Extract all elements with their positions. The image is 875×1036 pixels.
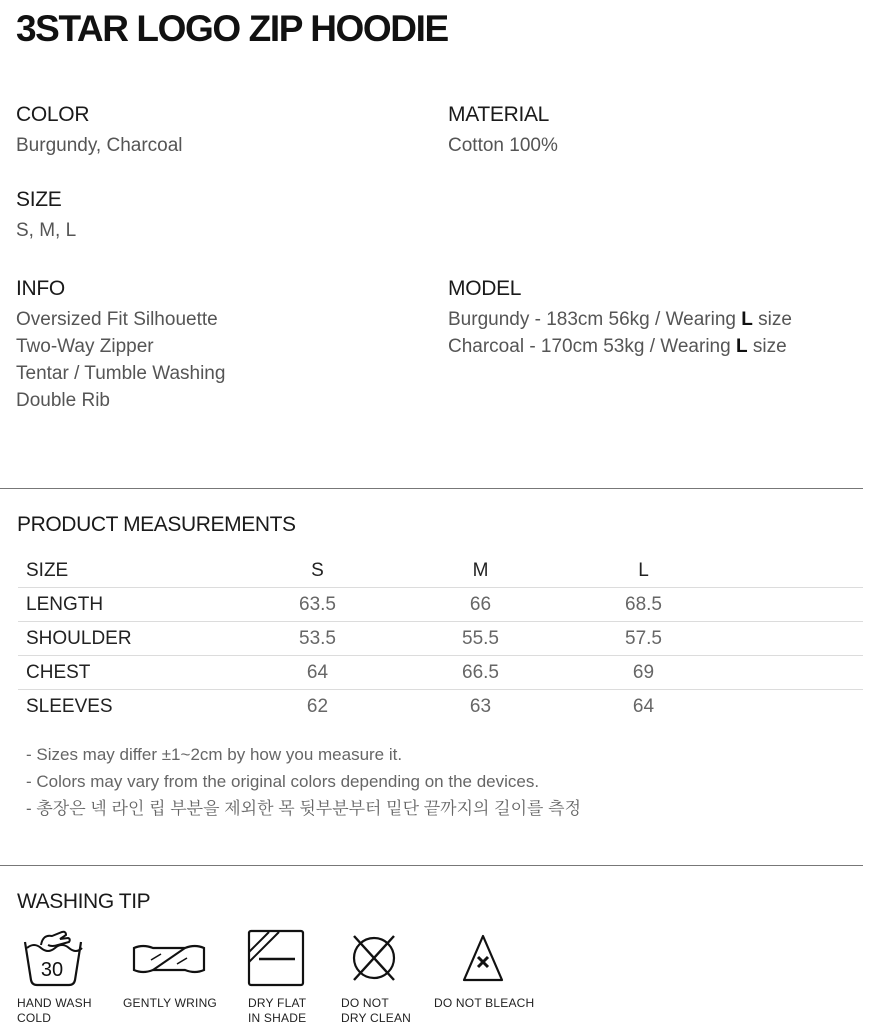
info-line: Tentar / Tumble Washing: [16, 363, 226, 384]
note-line: - Sizes may differ ±1~2cm by how you measure it.: [26, 745, 403, 764]
material-label: MATERIAL: [448, 103, 550, 126]
info-line: Double Rib: [16, 390, 110, 411]
table-cell: 55.5: [399, 622, 562, 656]
model-label: MODEL: [448, 277, 522, 300]
info-list: [16, 306, 225, 414]
column-header: L: [562, 554, 725, 588]
row-label: SHOULDER: [18, 622, 236, 656]
model-wearing-size: L: [735, 336, 748, 357]
hand-wash-30-icon: [22, 928, 86, 990]
table-cell: 63.5: [236, 588, 399, 622]
table-row: [18, 690, 863, 724]
row-label: SLEEVES: [26, 695, 113, 717]
color-value: Burgundy, Charcoal: [16, 135, 183, 156]
note-line: - 총장은 넥 라인 립 부분을 제외한 목 뒷부분부터 밑단 끝까지의 길이를 측정: [26, 799, 581, 818]
row-label: LENGTH: [18, 588, 236, 622]
table-cell: 69: [562, 656, 725, 690]
table-cell: 62: [306, 695, 329, 717]
table-cell: 64: [632, 695, 655, 717]
note-line: - Colors may vary from the original colors depending on the devices.: [26, 772, 540, 791]
measurement-notes: [26, 741, 581, 822]
model-line: Charcoal - 170cm 53kg / Wearing L size: [448, 336, 787, 357]
size-value: S, M, L: [16, 220, 77, 241]
measurements-table: [18, 554, 863, 723]
model-wearing-size: L: [741, 309, 753, 330]
table-row: [18, 588, 863, 622]
row-label: CHEST: [18, 656, 236, 690]
icon-caption: HAND WASH COLD: [17, 996, 92, 1025]
table-row: [18, 622, 863, 656]
washing-heading: WASHING TIP: [17, 890, 151, 913]
table-cell: 66: [399, 588, 562, 622]
table-header-row: [18, 554, 863, 588]
info-label: INFO: [16, 277, 65, 300]
column-header: S: [236, 554, 399, 588]
table-cell: 68.5: [562, 588, 725, 622]
info-line: Oversized Fit Silhouette: [16, 309, 218, 330]
section-divider: [0, 865, 863, 866]
table-cell: 63: [469, 695, 492, 717]
material-value: Cotton 100%: [448, 135, 558, 156]
measurements-heading: PRODUCT MEASUREMENTS: [17, 513, 296, 536]
wash-temperature: 30: [40, 959, 64, 981]
table-cell: 57.5: [562, 622, 725, 656]
table-row: [18, 656, 863, 690]
product-title: 3STAR LOGO ZIP HOODIE: [16, 8, 448, 49]
table-cell: 66.5: [399, 656, 562, 690]
do-not-bleach-icon: [460, 928, 506, 990]
dry-flat-in-shade-icon: [247, 928, 307, 990]
color-label: COLOR: [16, 103, 90, 126]
model-line: Burgundy - 183cm 56kg / Wearing L size: [448, 309, 792, 330]
section-divider: [0, 488, 863, 489]
size-label: SIZE: [16, 188, 62, 211]
table-cell: 53.5: [236, 622, 399, 656]
icon-caption: DRY FLAT IN SHADE: [248, 996, 307, 1025]
icon-caption: DO NOT DRY CLEAN: [341, 996, 412, 1025]
do-not-dry-clean-icon: [348, 928, 400, 990]
column-header: SIZE: [18, 554, 236, 588]
icon-caption: GENTLY WRING: [123, 996, 217, 1010]
icon-caption: DO NOT BLEACH: [434, 996, 535, 1010]
table-cell: 64: [236, 656, 399, 690]
column-header: M: [399, 554, 562, 588]
model-list: [448, 306, 792, 360]
info-line: Two-Way Zipper: [16, 336, 154, 357]
gently-wring-icon: [131, 928, 207, 990]
